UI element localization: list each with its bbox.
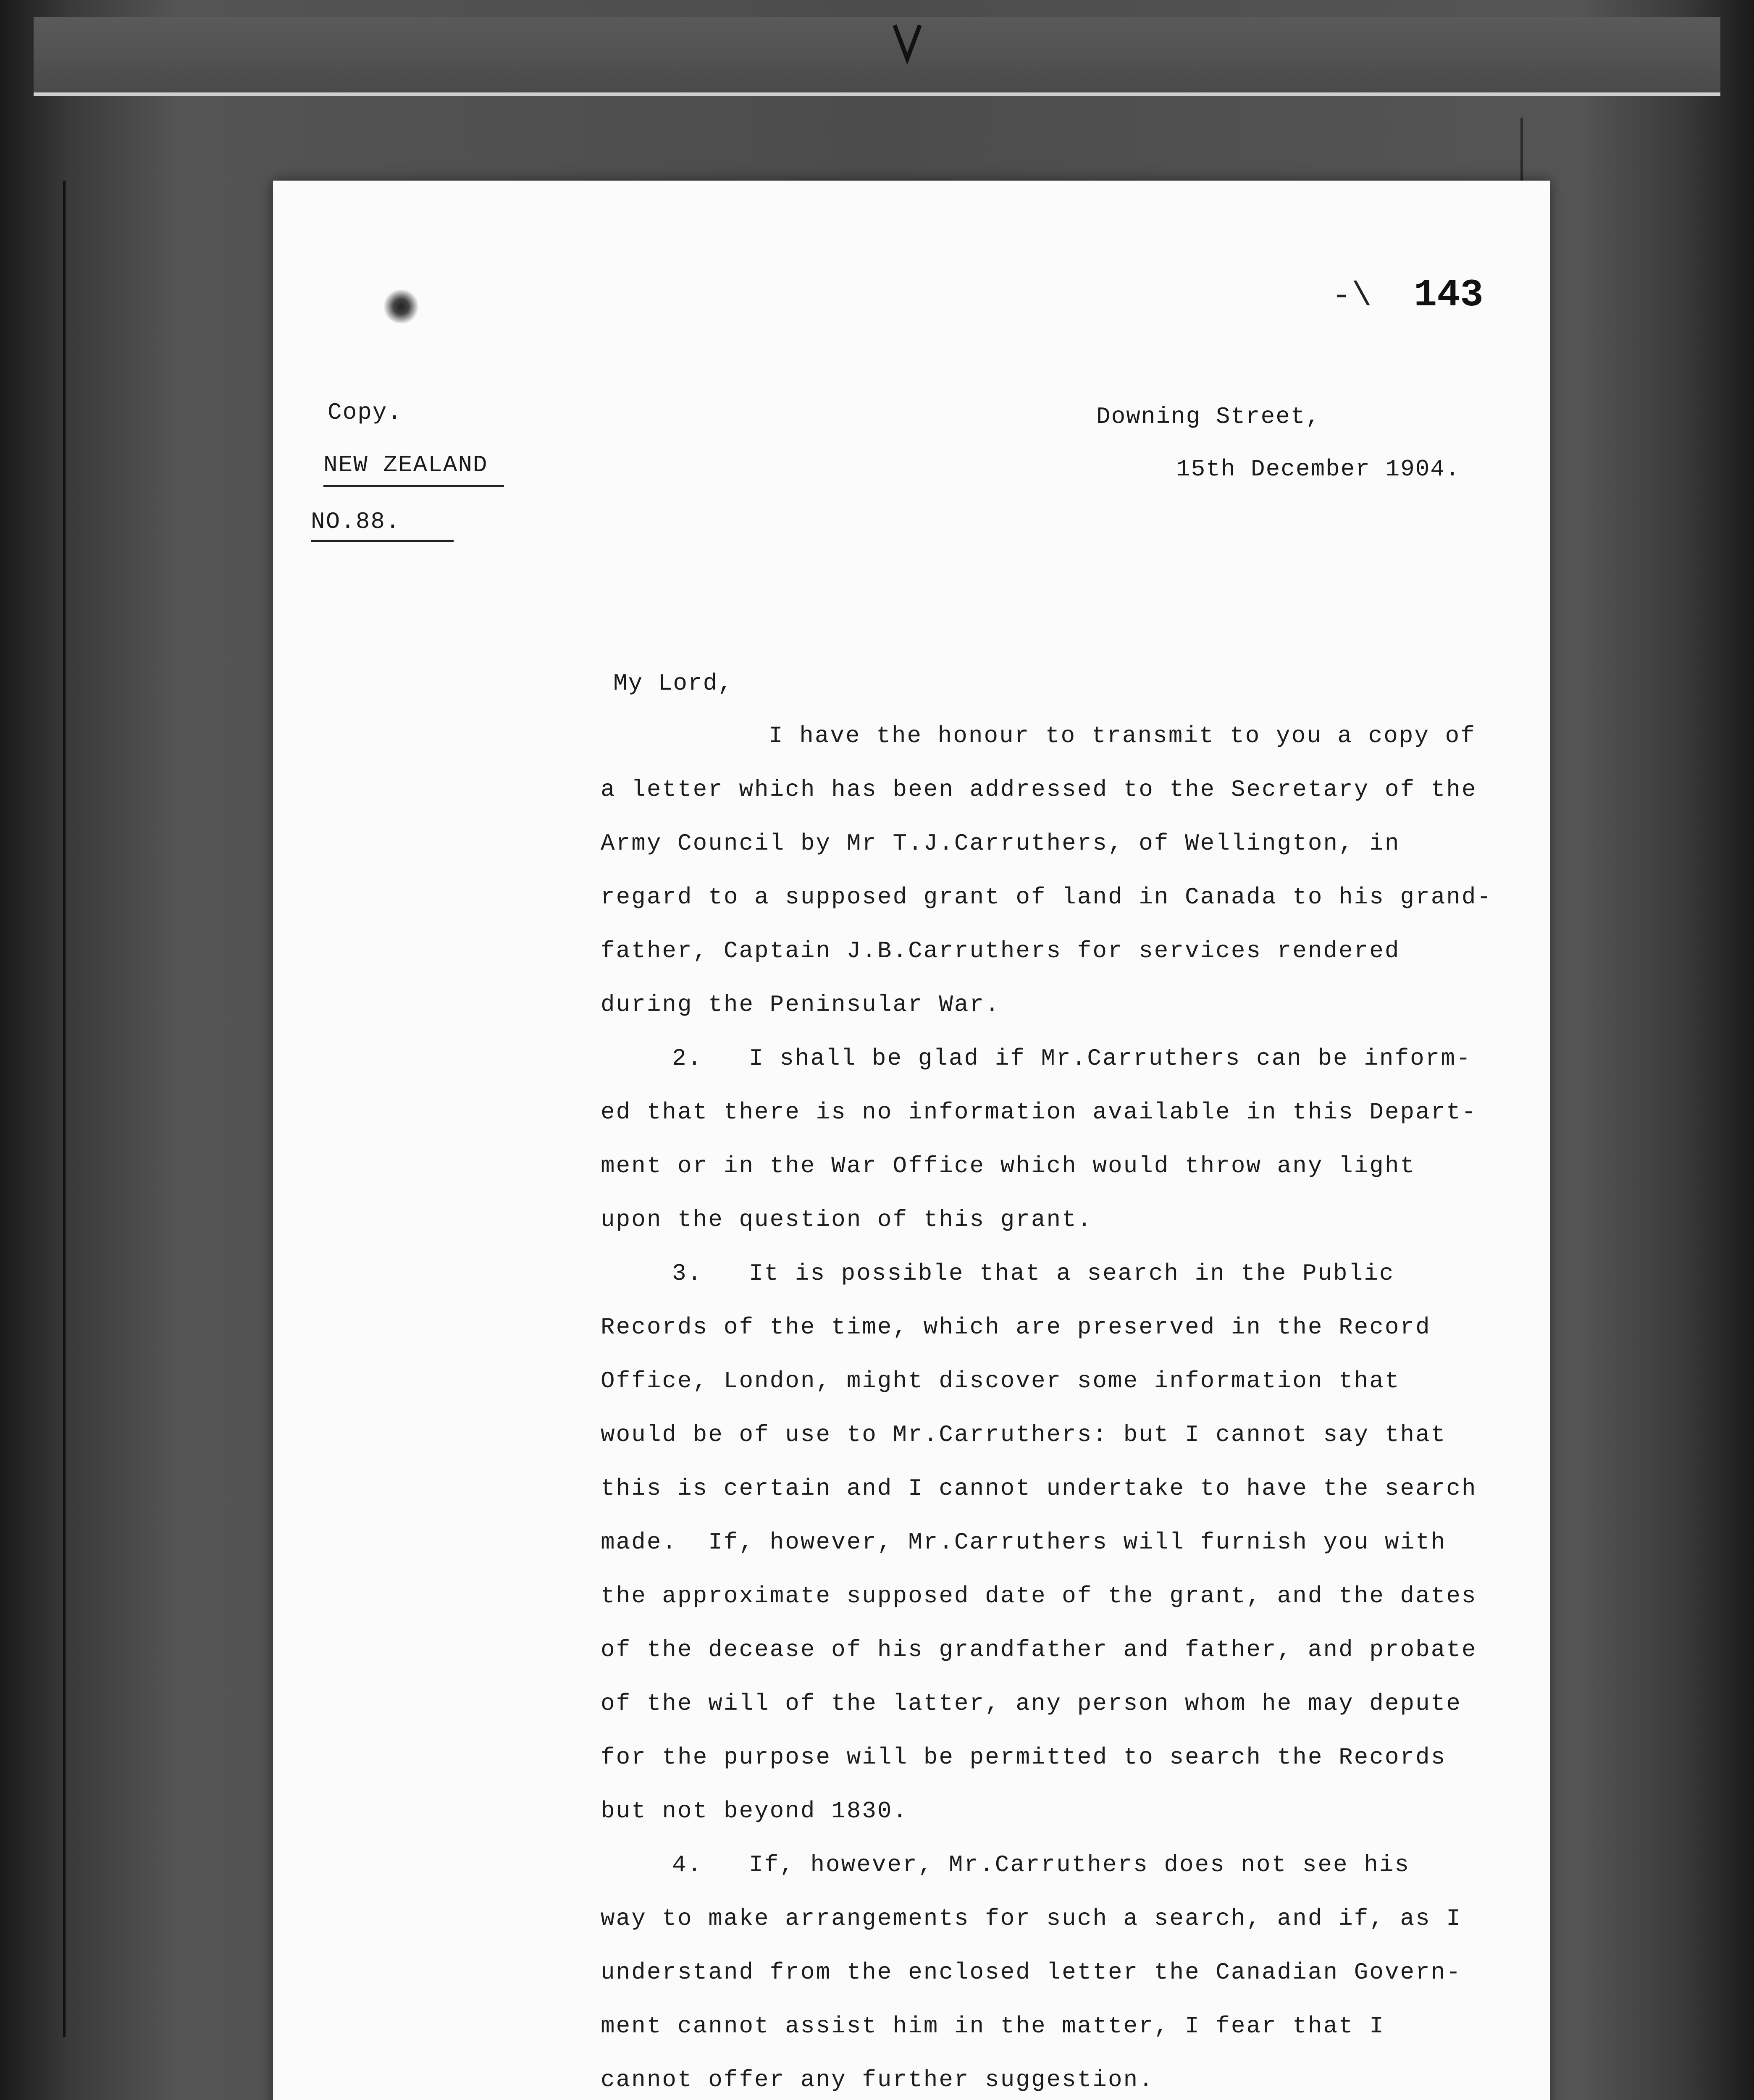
despatch-underline <box>311 540 454 542</box>
letter-line: ment or in the War Office which would throw any light <box>601 1152 1416 1179</box>
despatch-number: NO.88. <box>311 508 401 535</box>
colony-underline <box>323 485 504 487</box>
letter-line: 3. It is possible that a search in the Public <box>672 1260 1395 1287</box>
letter-line: way to make arrangements for such a search, and if, as I <box>601 1905 1462 1932</box>
letter-line: but not beyond 1830. <box>601 1798 909 1824</box>
copy-label: Copy. <box>328 399 403 426</box>
colony-heading: NEW ZEALAND <box>323 452 488 478</box>
sender-address: Downing Street, <box>1096 403 1321 430</box>
letter-line: understand from the enclosed letter the Canadian Govern- <box>601 1959 1462 1986</box>
letter-line: cannot offer any further suggestion. <box>601 2066 1154 2093</box>
letter-line: 4. If, however, Mr.Carruthers does not see his <box>672 1851 1410 1878</box>
letter-line: during the Peninsular War. <box>601 991 1000 1018</box>
letter-line: for the purpose will be permitted to search the Records <box>601 1744 1447 1771</box>
letter-line: Army Council by Mr T.J.Carruthers, of Wellington, in <box>601 830 1400 857</box>
letter-line: upon the question of this grant. <box>601 1206 1093 1233</box>
letter-line: of the will of the latter, any person whom he may depute <box>601 1690 1462 1717</box>
film-top-rule <box>34 93 1720 96</box>
letter-line: Office, London, might discover some information that <box>601 1368 1400 1394</box>
letter-line: father, Captain J.B.Carruthers for services rendered <box>601 937 1400 964</box>
page-number: 143 <box>1414 273 1484 317</box>
letter-line: Records of the time, which are preserved in the Record <box>601 1314 1431 1341</box>
letter-line: made. If, however, Mr.Carruthers will furnish you with <box>601 1529 1447 1556</box>
letter-line: I have the honour to transmit to you a copy of <box>769 722 1476 749</box>
letter-date: 15th December 1904. <box>1176 456 1460 483</box>
film-notch-mark <box>890 17 924 67</box>
letter-line: a letter which has been addressed to the Secretary of the <box>601 776 1477 803</box>
letter-line: of the decease of his grandfather and father, and probate <box>601 1636 1477 1663</box>
letter-line: regard to a supposed grant of land in Canada to his grand- <box>601 884 1493 911</box>
letter-line: ment cannot assist him in the matter, I fear that I <box>601 2013 1385 2040</box>
salutation: My Lord, <box>613 670 733 697</box>
letter-line: 2. I shall be glad if Mr.Carruthers can be inform- <box>672 1045 1472 1072</box>
letter-line: this is certain and I cannot undertake to have the search <box>601 1475 1477 1502</box>
film-top-band <box>34 17 1720 94</box>
letter-line: would be of use to Mr.Carruthers: but I cannot say that <box>601 1421 1447 1448</box>
ink-smudge <box>382 290 420 323</box>
letter-line: the approximate supposed date of the grant, and the dates <box>601 1583 1477 1609</box>
film-left-rule <box>63 181 66 2037</box>
pencil-mark: -\ <box>1331 277 1372 315</box>
letter-line: ed that there is no information available in this Depart- <box>601 1099 1477 1126</box>
